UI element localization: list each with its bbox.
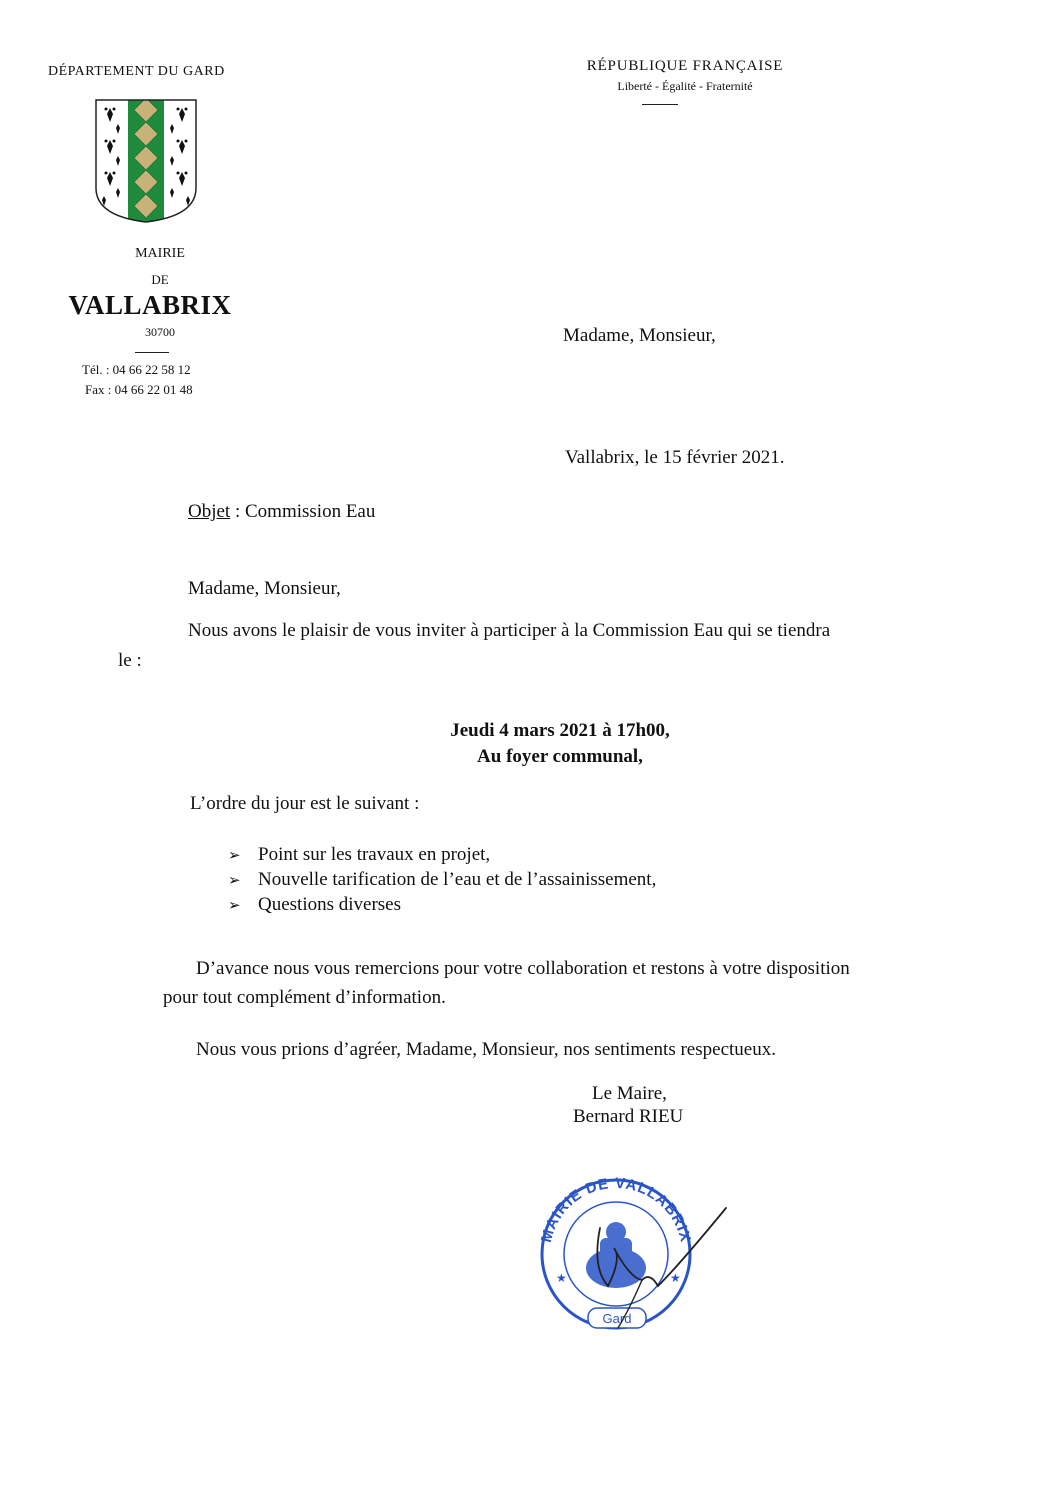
postal-code: 30700 <box>145 325 175 339</box>
department-label: DÉPARTEMENT DU GARD <box>48 64 225 79</box>
object-text: : Commission Eau <box>230 501 376 522</box>
object-line <box>188 501 375 523</box>
meeting-details <box>300 718 820 770</box>
republic-label: RÉPUBLIQUE FRANÇAISE <box>586 58 784 74</box>
arrow-bullet-icon: ➢ <box>228 873 241 889</box>
agenda-list <box>228 842 656 917</box>
signer-role: Le Maire, <box>592 1083 667 1104</box>
phone-number: Tél. : 04 66 22 58 12 <box>82 362 191 377</box>
svg-text:Gard: Gard <box>602 1311 632 1326</box>
intro-paragraph: Nous avons le plaisir de vous inviter à participer à la Commission Eau qui se tiendra <box>188 620 831 641</box>
meeting-place: Au foyer communal, <box>477 746 643 767</box>
arrow-bullet-icon: ➢ <box>228 898 241 914</box>
object-label: Objet <box>188 501 231 522</box>
recipient-greeting: Madame, Monsieur, <box>563 325 716 346</box>
closing-formula: Nous vous prions d’agréer, Madame, Monsieur, nos sentiments respectueux. <box>196 1039 776 1060</box>
divider <box>642 104 678 105</box>
signer-name: Bernard RIEU <box>573 1106 684 1127</box>
divider <box>135 352 169 353</box>
republic-motto: Liberté - Égalité - Fraternité <box>617 79 753 93</box>
date-line: Vallabrix, le 15 février 2021. <box>565 447 785 468</box>
agenda-title: L’ordre du jour est le suivant : <box>190 793 420 814</box>
thanks-paragraph-cont: pour tout complément d’information. <box>163 987 446 1008</box>
arrow-bullet-icon: ➢ <box>228 848 241 864</box>
salutation: Madame, Monsieur, <box>188 578 341 599</box>
mairie-label: MAIRIE <box>135 246 185 261</box>
svg-text:★: ★ <box>556 1271 567 1285</box>
svg-text:MAIRIE DE VALLABRIX: MAIRIE DE VALLABRIX <box>537 1174 694 1245</box>
list-item: ➢ Point sur les travaux en projet, <box>228 842 656 867</box>
list-item: ➢ Nouvelle tarification de l’eau et de l’assainissement, <box>228 867 656 892</box>
official-seal-stamp <box>530 1168 740 1338</box>
fax-number: Fax : 04 66 22 01 48 <box>85 382 193 397</box>
list-item: ➢ Questions diverses <box>228 892 656 917</box>
intro-continuation: le : <box>118 650 142 671</box>
meeting-date: Jeudi 4 mars 2021 à 17h00, <box>450 720 670 741</box>
de-label: DE <box>151 272 169 287</box>
town-name: VALLABRIX <box>68 290 232 320</box>
svg-text:★: ★ <box>670 1271 681 1285</box>
thanks-paragraph: D’avance nous vous remercions pour votre collaboration et restons à votre disposition <box>196 958 850 979</box>
coat-of-arms-icon <box>92 96 200 224</box>
